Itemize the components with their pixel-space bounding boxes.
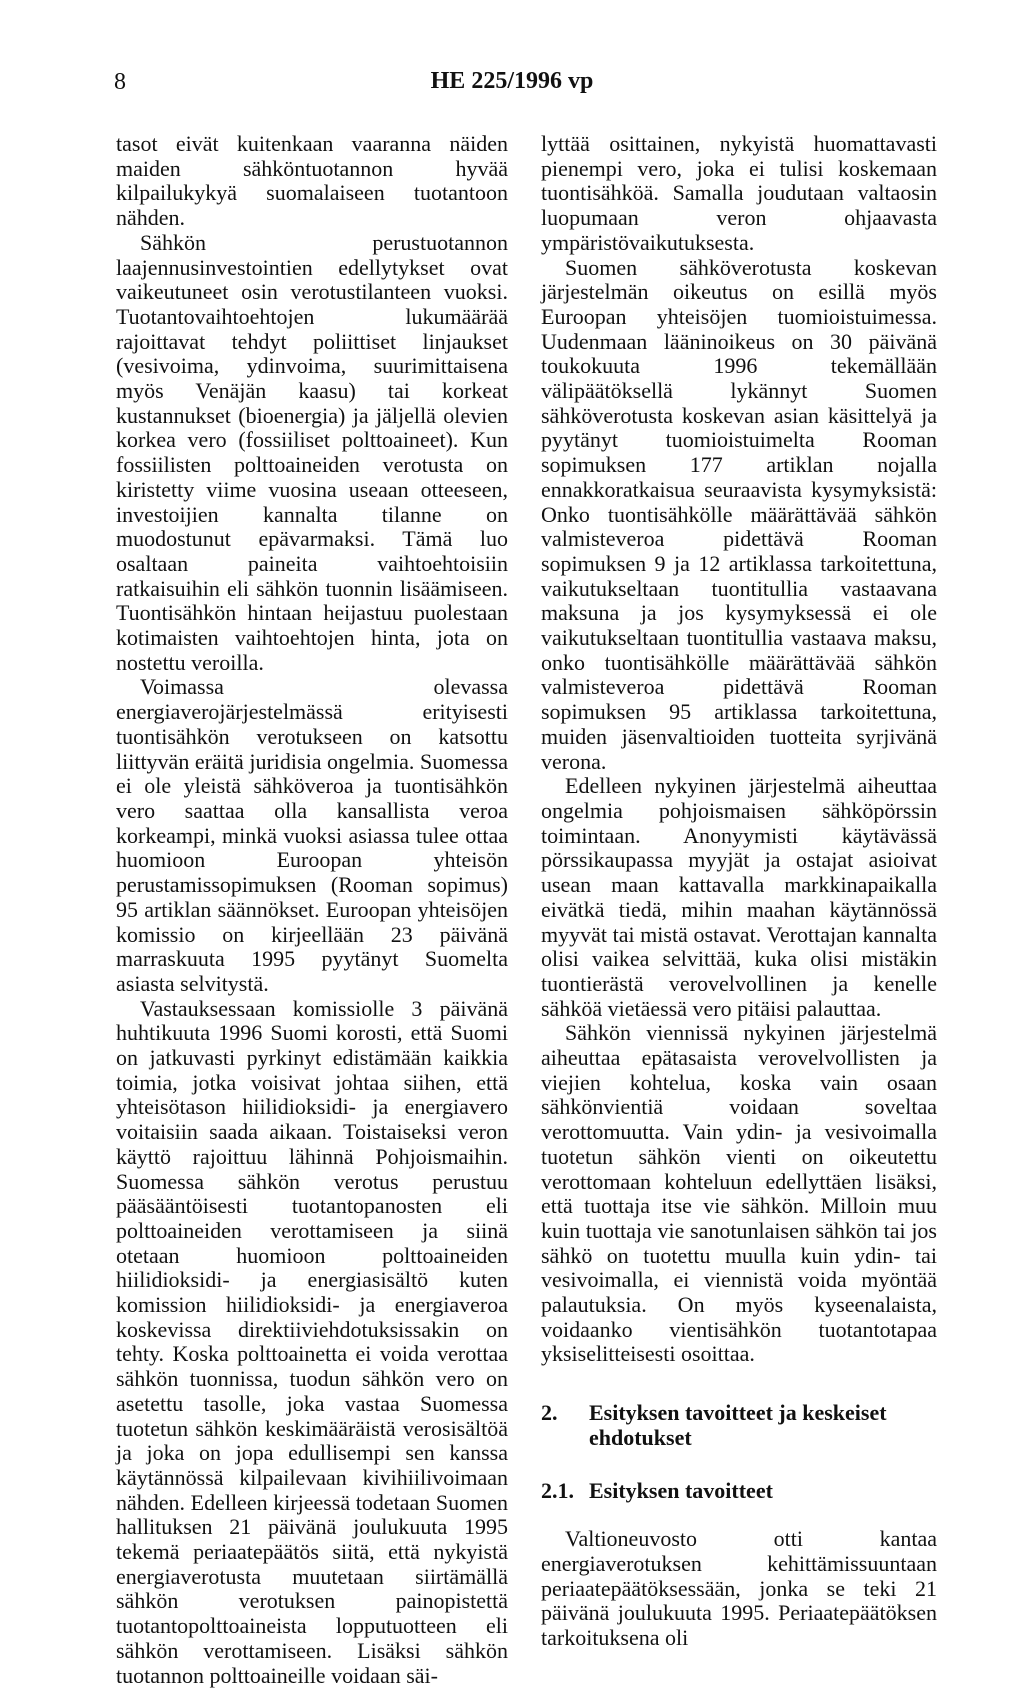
running-title: HE 225/1996 vp xyxy=(430,68,594,94)
paragraph: Suomen sähköverotusta koskevan järjestelmän oikeutus on esillä myös Euroopan yhteisöjen tuomioistuimessa. Uudenmaan lääninoikeus on 30 päivänä toukokuuta 1996 tekemällään välipäätöksellä lykännyt Suomen sähköverotusta koskevan asian käsittelyä ja pyytänyt tuomioistuimelta Rooman sopimuksen 177 artiklan nojalla ennakkoratkaisua seuraavista kysymyksistä: Onko tuontisähkölle määrättävää sähkön valmisteveroa pidettävä Rooman sopimuksen 9 ja 12 artiklassa tarkoitettuna, vaikutukseltaan tuontitullia vastaavana maksuna ja jos kysymyksessä ei ole vaikutukseltaan tuontitullia vastaava maksu, onko tuontisähkölle määrättävää sähkön valmisteveroa pidettävä Rooman sopimuksen 95 artiklassa tarkoitettuna, muiden jäsenvaltioiden tuotteita syrjivänä verona. xyxy=(541,254,937,774)
paragraph: tasot eivät kuitenkaan vaaranna näiden maiden sähköntuotannon hyvää kilpailukykyä suomalaiseen tuotantoon nähden. xyxy=(116,131,508,231)
subsection-heading xyxy=(541,1479,937,1504)
left-column xyxy=(116,132,508,1688)
subsection-title: Esityksen tavoitteet xyxy=(589,1477,773,1503)
section-number: 2. xyxy=(541,1400,558,1426)
paragraph: Sähkön perustuotannon laajennusinvestointien edellytykset ovat vaikeutuneet osin verotustilanteen vuoksi. Tuotantovaihtoehtojen lukumäärää rajoittavat tehdyt poliittiset linjaukset (vesivoima, ydinvoima, suurimittaisena myös Venäjän kaasu) tai korkeat kustannukset (bioenergia) ja jäljellä olevien korkea vero (fossiiliset polttoaineet). Kun fossiilisten polttoaineiden verotusta on kiristetty viime vuosina useaan otteeseen, investoijien kannalta tilanne on muodostunut epävarmaksi. Tämä luo osaltaan paineita vaihtoehtoisiin ratkaisuihin eli sähkön tuonnin lisäämiseen. Tuontisähkön hintaan heijastuu puolestaan kotimaisten vaihtoehtojen hinta, jota on nostettu veroilla. xyxy=(116,229,508,675)
section-heading xyxy=(541,1401,937,1450)
paragraph: lyttää osittainen, nykyistä huomattavasti pienempi vero, joka ei tulisi koskemaan tuontisähköä. Samalla joudutaan valtaosin luopumaan veron ohjaavasta ympäristövaikutuksesta. xyxy=(541,131,937,255)
page-number: 8 xyxy=(114,69,126,95)
right-column xyxy=(541,132,937,1651)
subsection-number: 2.1. xyxy=(541,1477,574,1503)
section-title: Esityksen tavoitteet ja keskeiset ehdotukset xyxy=(589,1400,887,1450)
paragraph: Vastauksessaan komissiolle 3 päivänä huhtikuuta 1996 Suomi korosti, että Suomi on jatkuvasti pyrkinyt edistämään kaikkia toimia, jotka voisivat johtaa siihen, että yhteisötason hiilidioksidi- ja energiavero voitaisiin saada aikaan. Toistaiseksi veron käyttö rajoittuu lähinnä Pohjoismaihin. Suomessa sähkön verotus perustuu pääsääntöisesti tuotantopanosten eli polttoaineiden verottamiseen ja siinä otetaan huomioon polttoaineiden hiilidioksidi- ja energiasisältö kuten komission hiilidioksidi- ja energiaveroa koskevissa direktiiviehdotuksissakin on tehty. Koska polttoainetta ei voida verottaa sähkön tuonnissa, tuodun sähkön vero on asetettu tasolle, joka vastaa Suomessa tuotetun sähkön keskimääräistä verosisältöä ja joka on jopa edullisempi sen kanssa käytännössä kilpailevaan kivihiilivoimaan nähden. Edelleen kirjeessä todetaan Suomen hallituksen 21 päivänä joulukuuta 1995 tekemä periaatepäätös siitä, että nykyistä energiaverotusta muutetaan siirtämällä sähkön verotuksen painopistettä tuotantopolttoaineista lopputuotteen eli sähkön verottamiseen. Lisäksi sähkön tuotannon polttoaineille voidaan säi- xyxy=(116,995,508,1688)
paragraph: Edelleen nykyinen järjestelmä aiheuttaa ongelmia pohjoismaisen sähköpörssin toimintaan. Anonyymisti käytävässä pörssikaupassa myyjät ja ostajat asioivat usean maan kattavalla markkinapaikalla eivätkä tiedä, mihin maahan käytännössä myyvät tai mistä ostavat. Verottajan kannalta olisi vaikea selvittää, kuka olisi mistäkin tuontierästä verovelvollinen ja kenelle sähköä vietäessä vero pitäisi palauttaa. xyxy=(541,773,937,1021)
paragraph: Valtioneuvosto otti kantaa energiaverotuksen kehittämissuuntaan periaatepäätöksessään, jonka se teki 21 päivänä joulukuuta 1995. Periaatepäätöksen tarkoituksena oli xyxy=(541,1526,937,1651)
paragraph: Voimassa olevassa energiaverojärjestelmässä erityisesti tuontisähkön verotukseen on katsottu liittyvän eräitä juridisia ongelmia. Suomessa ei ole yleistä sähköveroa ja tuontisähkön vero saattaa olla kansallista veroa korkeampi, minkä vuoksi asiassa tulee ottaa huomioon Euroopan yhteisön perustamissopimuksen (Rooman sopimus) 95 artiklan säännökset. Euroopan yhteisöjen komissio on kirjeellään 23 päivänä marraskuuta 1995 pyytänyt Suomelta asiasta selvitystä. xyxy=(116,674,508,996)
paragraph: Sähkön viennissä nykyinen järjestelmä aiheuttaa epätasaista verovelvollisten ja viejien kohtelua, koska vain osaan sähkönvientiä voidaan soveltaa verottomuutta. Vain ydin- ja vesivoimalla tuotetun sähkön vienti on oikeutettu verottomaan kohteluun edellyttäen lisäksi, että tuottaja itse vie sähkön. Milloin muu kuin tuottaja vie sanotunlaisen sähkön tai jos sähkö on tuotettu muulla kuin ydin- tai vesivoimalla, ei viennistä voida myöntää palautuksia. On myös kyseenalaista, voidaanko vientisähkön tuotantotapaa yksiselitteisesti osoittaa. xyxy=(541,1020,937,1367)
